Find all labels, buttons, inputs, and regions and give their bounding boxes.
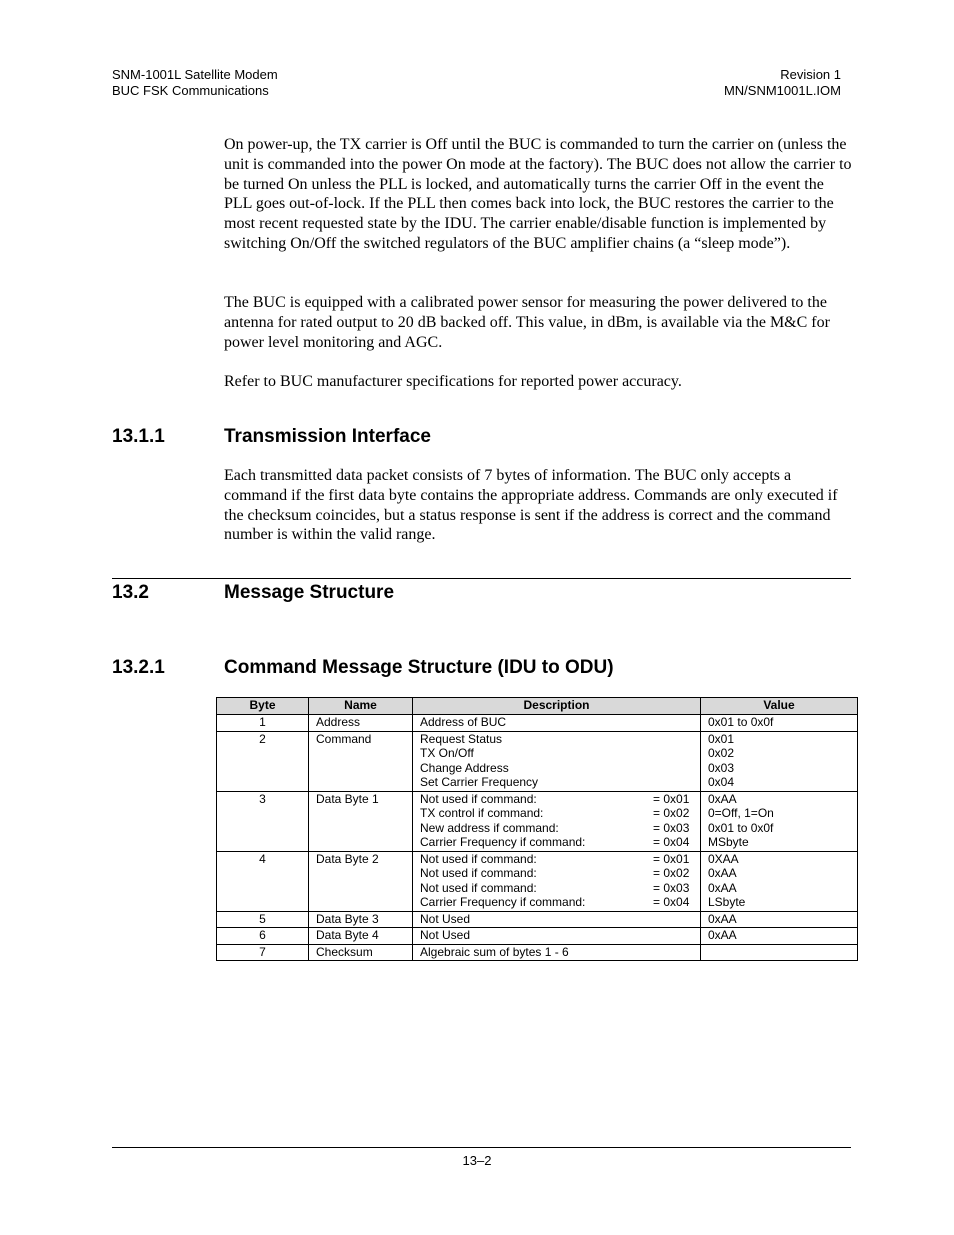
description-command-code: = 0x04 (653, 895, 690, 909)
description-text: Not Used (420, 911, 471, 926)
cell-description (413, 851, 701, 911)
value-line: 0XAA (708, 851, 739, 866)
paragraph-power-up: On power-up, the TX carrier is Off until the BUC is commanded to turn the carrier on (unless the unit is commanded into the power On mode at the factory). The BUC does not allow the carrier to be turned On unless the PLL is locked, and automatically turns the carrier Off in the event the PLL goes out-of-lock. If the PLL then comes back into lock, the BUC restores the carrier to the most recent requested state by the IDU. The carrier enable/disable function is implemented by switching On/Off the switched regulators of the BUC amplifier chains (a “sleep mode”). (224, 136, 852, 252)
description-line (420, 881, 693, 896)
description-command-code: = 0x03 (653, 880, 690, 895)
description-line (420, 912, 693, 927)
description-command-code: = 0x02 (653, 866, 690, 880)
description-text: Set Carrier Frequency (420, 775, 539, 789)
paragraph-power-accuracy: Refer to BUC manufacturer specifications for reported power accuracy. (224, 373, 682, 390)
cell-description (413, 731, 701, 791)
description-command-code: = 0x01 (653, 851, 690, 866)
section-number: 13.2 (112, 582, 149, 603)
description-line (420, 806, 693, 821)
cell-name: Data Byte 1 (309, 791, 413, 851)
paragraph-transmission: Each transmitted data packet consists of 7 bytes of information. The BUC only accepts a command if the first data byte contains the appropriate address. Commands are only executed if the checksum coincides, but a status response is sent if the address is correct and the command number is within the valid range. (224, 467, 838, 544)
value-line: LSbyte (708, 895, 746, 909)
header-doc-number: MN/SNM1001L.IOM (723, 83, 841, 98)
cell-name: Checksum (309, 944, 413, 961)
col-header-description: Description (413, 698, 701, 715)
value-line: 0=Off, 1=On (708, 806, 774, 820)
value-line: 0xAA (708, 880, 737, 895)
description-command-code: = 0x04 (653, 835, 690, 849)
value-line: 0xAA (708, 911, 737, 926)
table-row (217, 851, 858, 911)
cell-description (413, 944, 701, 961)
table-row (217, 731, 858, 791)
table-row (217, 791, 858, 851)
cell-byte: 6 (217, 928, 309, 945)
description-text: Request Status (420, 731, 503, 746)
page-number: 13–2 (462, 1153, 492, 1168)
description-line (420, 945, 693, 960)
cell-value (701, 715, 858, 732)
value-line: 0xAA (708, 928, 737, 942)
cell-byte: 7 (217, 944, 309, 961)
section-number: 13.2.1 (112, 657, 165, 678)
table-row (217, 911, 858, 928)
description-text: Not used if command: (420, 880, 537, 895)
section-title: Message Structure (224, 582, 395, 603)
cell-value (701, 851, 858, 911)
cell-description (413, 791, 701, 851)
cell-name: Data Byte 3 (309, 911, 413, 928)
command-message-table (216, 697, 858, 961)
description-text: New address if command: (420, 820, 559, 835)
description-text: TX On/Off (420, 746, 474, 760)
value-line: 0x01 to 0x0f (708, 715, 774, 729)
table-row (217, 944, 858, 961)
cell-description (413, 911, 701, 928)
description-text: Not used if command: (420, 851, 537, 866)
cell-byte: 5 (217, 911, 309, 928)
cell-value (701, 928, 858, 945)
header-chapter: BUC FSK Communications (112, 83, 269, 98)
cell-byte: 1 (217, 715, 309, 732)
cell-description (413, 928, 701, 945)
description-line (420, 928, 693, 943)
col-header-byte: Byte (217, 698, 309, 715)
cell-name: Command (309, 731, 413, 791)
cell-name: Address (309, 715, 413, 732)
description-text: TX control if command: (420, 806, 544, 820)
description-text: Not used if command: (420, 791, 537, 806)
description-line (420, 895, 693, 910)
cell-byte: 3 (217, 791, 309, 851)
header-doc-title: SNM-1001L Satellite Modem (112, 67, 278, 82)
description-line (420, 761, 693, 776)
section-title: Transmission Interface (224, 426, 431, 447)
description-line (420, 835, 693, 850)
cell-value (701, 791, 858, 851)
description-line (420, 792, 693, 807)
table-row (217, 928, 858, 945)
section-number: 13.1.1 (112, 426, 165, 447)
value-line: 0x01 (708, 731, 735, 746)
cell-name: Data Byte 2 (309, 851, 413, 911)
section-divider (112, 578, 851, 579)
cell-value (701, 944, 858, 961)
description-line (420, 715, 693, 730)
value-line (708, 945, 850, 959)
table-row (217, 715, 858, 732)
description-command-code: = 0x03 (653, 820, 690, 835)
description-line (420, 866, 693, 881)
value-line: 0xAA (708, 866, 737, 880)
value-line: 0x04 (708, 775, 735, 789)
value-line: MSbyte (708, 835, 749, 849)
cell-value (701, 911, 858, 928)
description-text: Not Used (420, 928, 471, 942)
header-revision: Revision 1 (780, 67, 841, 82)
value-line: 0x02 (708, 746, 735, 760)
col-header-value: Value (701, 698, 858, 715)
cell-byte: 2 (217, 731, 309, 791)
table-body (217, 715, 858, 961)
description-command-code: = 0x01 (653, 791, 690, 806)
description-text: Not used if command: (420, 866, 537, 880)
value-line: 0x03 (708, 760, 735, 775)
value-line: 0xAA (708, 791, 737, 806)
col-header-name: Name (309, 698, 413, 715)
footer-divider (112, 1147, 851, 1148)
paragraph-power-sensor: The BUC is equipped with a calibrated power sensor for measuring the power delivered to the antenna for rated output to 20 dB backed off. This value, in dBm, is available via the M&C for power level monitoring and AGC. (224, 294, 830, 351)
cell-value (701, 731, 858, 791)
description-text: Carrier Frequency if command: (420, 895, 586, 909)
description-text: Change Address (420, 760, 509, 775)
description-line (420, 732, 693, 747)
page-header-right (724, 67, 841, 99)
value-line: 0x01 to 0x0f (708, 820, 774, 835)
table-header-row (217, 698, 858, 715)
description-line (420, 821, 693, 836)
page-header-left (112, 67, 278, 99)
description-text: Address of BUC (420, 715, 507, 729)
description-line (420, 852, 693, 867)
description-line (420, 746, 693, 761)
description-text: Algebraic sum of bytes 1 - 6 (420, 944, 569, 959)
section-title: Command Message Structure (IDU to ODU) (224, 657, 614, 678)
cell-byte: 4 (217, 851, 309, 911)
cell-name: Data Byte 4 (309, 928, 413, 945)
cell-description (413, 715, 701, 732)
description-line (420, 775, 693, 790)
description-text: Carrier Frequency if command: (420, 835, 586, 849)
description-command-code: = 0x02 (653, 806, 690, 820)
